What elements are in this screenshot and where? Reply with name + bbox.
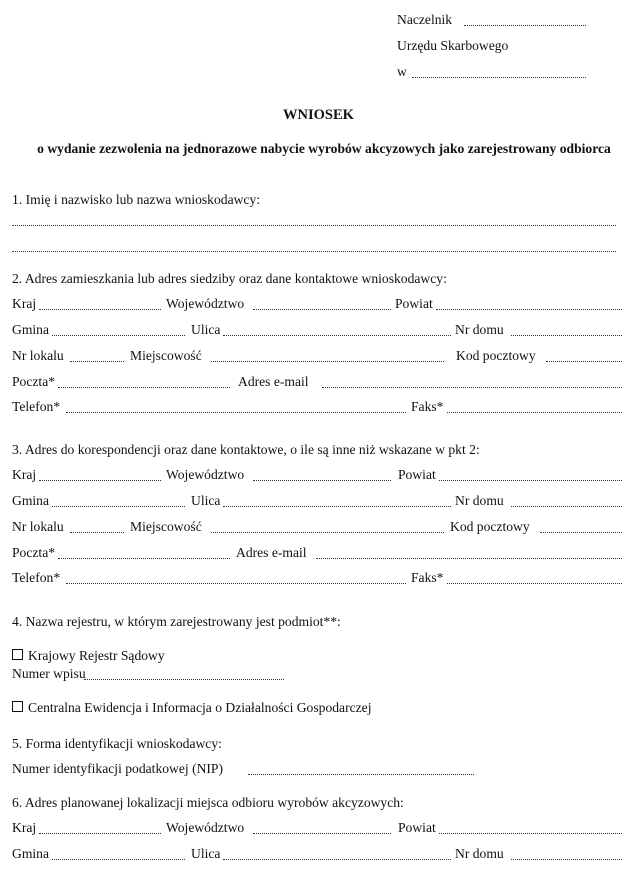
- s2-kod-label: Kod pocztowy: [456, 348, 536, 363]
- s2-gmina-label: Gmina: [12, 322, 49, 337]
- addressee-line-1: Naczelnik: [397, 12, 453, 27]
- section-2-heading: 2. Adres zamieszkania lub adres siedziby oraz dane kontaktowe wnioskodawcy:: [12, 271, 447, 286]
- s3-nr-domu-field[interactable]: [511, 505, 622, 507]
- s2-faks-label: Faks*: [411, 399, 444, 414]
- s3-ulica-field[interactable]: [223, 505, 451, 507]
- s3-gmina-label: Gmina: [12, 493, 49, 508]
- s2-email-field[interactable]: [322, 386, 622, 388]
- s6-kraj-label: Kraj: [12, 820, 37, 835]
- krs-label: Krajowy Rejestr Sądowy: [28, 648, 165, 663]
- s2-kraj-label: Kraj: [12, 296, 37, 311]
- s6-wojewodztwo-field[interactable]: [253, 832, 391, 834]
- s3-faks-field[interactable]: [447, 582, 622, 584]
- ceidg-label: Centralna Ewidencja i Informacja o Działalności Gospodarczej: [28, 700, 372, 715]
- s3-kod-field[interactable]: [540, 531, 622, 533]
- s3-miejscowosc-label: Miejscowość: [130, 519, 202, 534]
- s2-wojewodztwo-field[interactable]: [253, 308, 391, 310]
- s3-miejscowosc-field[interactable]: [211, 531, 444, 533]
- s6-gmina-label: Gmina: [12, 846, 49, 861]
- s2-nr-domu-field[interactable]: [511, 334, 622, 336]
- s2-telefon-label: Telefon*: [12, 399, 61, 414]
- s2-nr-domu-label: Nr domu: [455, 322, 504, 337]
- form-title: WNIOSEK: [283, 107, 354, 123]
- applicant-name-field-2[interactable]: [12, 250, 616, 252]
- s3-email-field[interactable]: [316, 557, 622, 559]
- register-option-krs[interactable]: [12, 648, 165, 664]
- s6-nr-domu-field[interactable]: [511, 858, 622, 860]
- s2-telefon-field[interactable]: [66, 411, 406, 413]
- addressee-line-3: w: [397, 64, 407, 79]
- s6-kraj-field[interactable]: [39, 832, 161, 834]
- s3-ulica-label: Ulica: [191, 493, 221, 508]
- s6-ulica-label: Ulica: [191, 846, 221, 861]
- s2-email-label: Adres e-mail: [238, 374, 309, 389]
- s6-powiat-label: Powiat: [398, 820, 436, 835]
- s3-kod-label: Kod pocztowy: [450, 519, 530, 534]
- section-4-heading: 4. Nazwa rejestru, w którym zarejestrowany jest podmiot**:: [12, 614, 341, 629]
- s3-gmina-field[interactable]: [52, 505, 185, 507]
- applicant-name-field-1[interactable]: [12, 224, 616, 226]
- ceidg-checkbox[interactable]: [12, 701, 23, 712]
- s3-powiat-label: Powiat: [398, 467, 436, 482]
- s2-poczta-label: Poczta*: [12, 374, 56, 389]
- s3-kraj-field[interactable]: [39, 479, 161, 481]
- nip-label: Numer identyfikacji podatkowej (NIP): [12, 761, 224, 776]
- s6-ulica-field[interactable]: [223, 858, 451, 860]
- s2-gmina-field[interactable]: [52, 334, 185, 336]
- addressee-location-field[interactable]: [412, 76, 586, 78]
- s3-nr-lokalu-label: Nr lokalu: [12, 519, 64, 534]
- form-subtitle: o wydanie zezwolenia na jednorazowe nabycie wyrobów akcyzowych jako zarejestrowany odbiorca: [37, 141, 611, 156]
- addressee-line-2: Urzędu Skarbowego: [397, 38, 509, 53]
- s3-poczta-label: Poczta*: [12, 545, 56, 560]
- s2-kod-field[interactable]: [546, 360, 622, 362]
- section-3-heading: 3. Adres do korespondencji oraz dane kontaktowe, o ile są inne niż wskazane w pkt 2:: [12, 442, 480, 457]
- s2-nr-lokalu-field[interactable]: [70, 360, 124, 362]
- s6-gmina-field[interactable]: [52, 858, 185, 860]
- nip-field[interactable]: [248, 773, 474, 775]
- s2-miejscowosc-field[interactable]: [211, 360, 444, 362]
- addressee-office-field[interactable]: [464, 24, 586, 26]
- s3-poczta-field[interactable]: [58, 557, 230, 559]
- s3-powiat-field[interactable]: [439, 479, 622, 481]
- s6-wojewodztwo-label: Województwo: [166, 820, 245, 835]
- s2-powiat-field[interactable]: [436, 308, 622, 310]
- s2-kraj-field[interactable]: [39, 308, 161, 310]
- s6-powiat-field[interactable]: [439, 832, 622, 834]
- s2-ulica-field[interactable]: [223, 334, 451, 336]
- s3-telefon-label: Telefon*: [12, 570, 61, 585]
- s2-nr-lokalu-label: Nr lokalu: [12, 348, 64, 363]
- section-1-heading: 1. Imię i nazwisko lub nazwa wnioskodawcy:: [12, 192, 261, 207]
- s2-poczta-field[interactable]: [58, 386, 230, 388]
- krs-checkbox[interactable]: [12, 649, 23, 660]
- entry-number-label: Numer wpisu: [12, 666, 86, 681]
- s2-powiat-label: Powiat: [395, 296, 433, 311]
- s3-nr-domu-label: Nr domu: [455, 493, 504, 508]
- section-6-heading: 6. Adres planowanej lokalizacji miejsca odbioru wyrobów akcyzowych:: [12, 795, 404, 810]
- s2-miejscowosc-label: Miejscowość: [130, 348, 202, 363]
- s3-kraj-label: Kraj: [12, 467, 37, 482]
- s2-ulica-label: Ulica: [191, 322, 221, 337]
- s2-faks-field[interactable]: [447, 411, 622, 413]
- s3-telefon-field[interactable]: [66, 582, 406, 584]
- s2-wojewodztwo-label: Województwo: [166, 296, 245, 311]
- s3-nr-lokalu-field[interactable]: [70, 531, 124, 533]
- register-option-ceidg[interactable]: [12, 700, 371, 716]
- s3-wojewodztwo-field[interactable]: [253, 479, 391, 481]
- s3-faks-label: Faks*: [411, 570, 444, 585]
- section-5-heading: 5. Forma identyfikacji wnioskodawcy:: [12, 736, 222, 751]
- s6-nr-domu-label: Nr domu: [455, 846, 504, 861]
- entry-number-field[interactable]: [84, 678, 284, 680]
- s3-wojewodztwo-label: Województwo: [166, 467, 245, 482]
- s3-email-label: Adres e-mail: [236, 545, 307, 560]
